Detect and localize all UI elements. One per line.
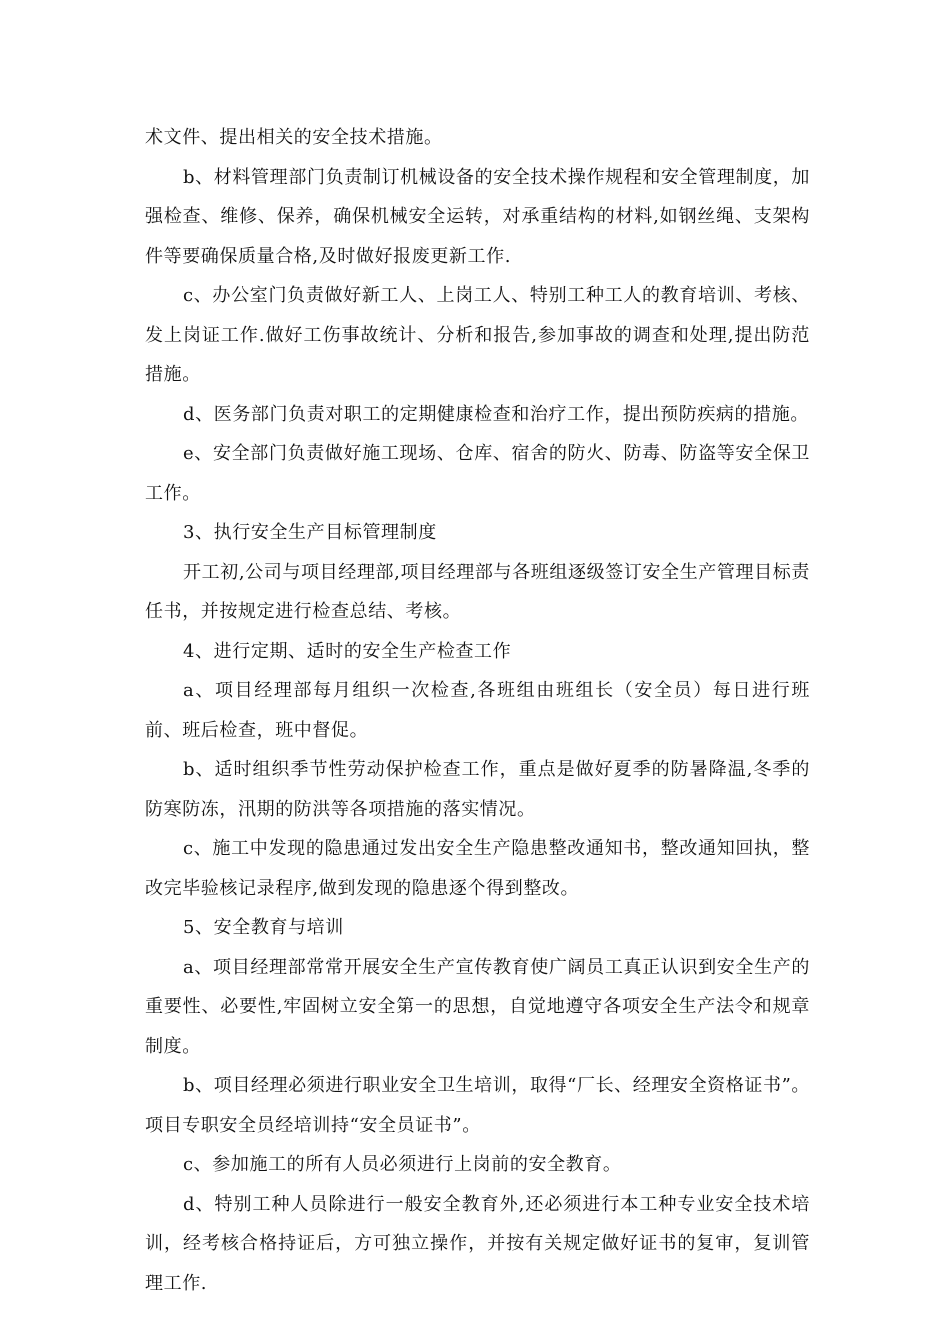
document-body	[145, 118, 810, 1303]
paragraph-0: 术文件、提出相关的安全技术措施。	[145, 127, 443, 148]
paragraph-12: a、项目经理部常常开展安全生产宣传教育使广阔员工真正认识到安全生产的重要性、必要性,牢固树立安全第一的思想，自觉地遵守各项安全生产法令和规章制度。	[145, 956, 810, 1057]
paragraph-10: c、施工中发现的隐患通过发出安全生产隐患整改通知书，整改通知回执，整改完毕验核记录程序,做到发现的隐患逐个得到整改。	[145, 838, 810, 899]
section-heading-3: 3、执行安全生产目标管理制度	[183, 522, 437, 543]
paragraph-4: e、安全部门负责做好施工现场、仓库、宿舍的防火、防毒、防盗等安全保卫工作。	[145, 443, 810, 504]
paragraph-2: c、办公室门负责做好新工人、上岗工人、特别工种工人的教育培训、考核、发上岗证工作.做好工伤事故统计、分析和报告,参加事故的调查和处理,提出防范措施。	[145, 285, 810, 385]
paragraph-13: b、项目经理必须进行职业安全卫生培训，取得“厂长、经理安全资格证书”。项目专职安全员经培训持“安全员证书”。	[145, 1075, 810, 1136]
paragraph-15: d、特别工种人员除进行一般安全教育外,还必须进行本工种专业安全技术培训，经考核合格持证后，方可独立操作，并按有关规定做好证书的复审，复训管理工作.	[145, 1193, 810, 1294]
paragraph-9: b、适时组织季节性劳动保护检查工作，重点是做好夏季的防暑降温,冬季的防寒防冻，汛期的防洪等各项措施的落实情况。	[145, 759, 810, 820]
paragraph-14: c、参加施工的所有人员必须进行上岗前的安全教育。	[183, 1154, 622, 1175]
paragraph-3: d、医务部门负责对职工的定期健康检查和治疗工作，提出预防疾病的措施。	[183, 403, 809, 425]
paragraph-8: a、项目经理部每月组织一次检查,各班组由班组长（安全员）每日进行班前、班后检查，班中督促。	[145, 680, 810, 741]
paragraph-6: 开工初,公司与项目经理部,项目经理部与各班组逐级签订安全生产管理目标责任书，并按规定进行检查总结、考核。	[145, 561, 810, 622]
section-heading-4: 4、进行定期、适时的安全生产检查工作	[183, 640, 512, 662]
section-heading-5: 5、安全教育与培训	[183, 917, 344, 938]
paragraph-1: b、材料管理部门负责制订机械设备的安全技术操作规程和安全管理制度，加强检查、维修、保养，确保机械安全运转，对承重结构的材料,如钢丝绳、支架构件等要确保质量合格,及时做好报废更新工作.	[145, 166, 810, 267]
